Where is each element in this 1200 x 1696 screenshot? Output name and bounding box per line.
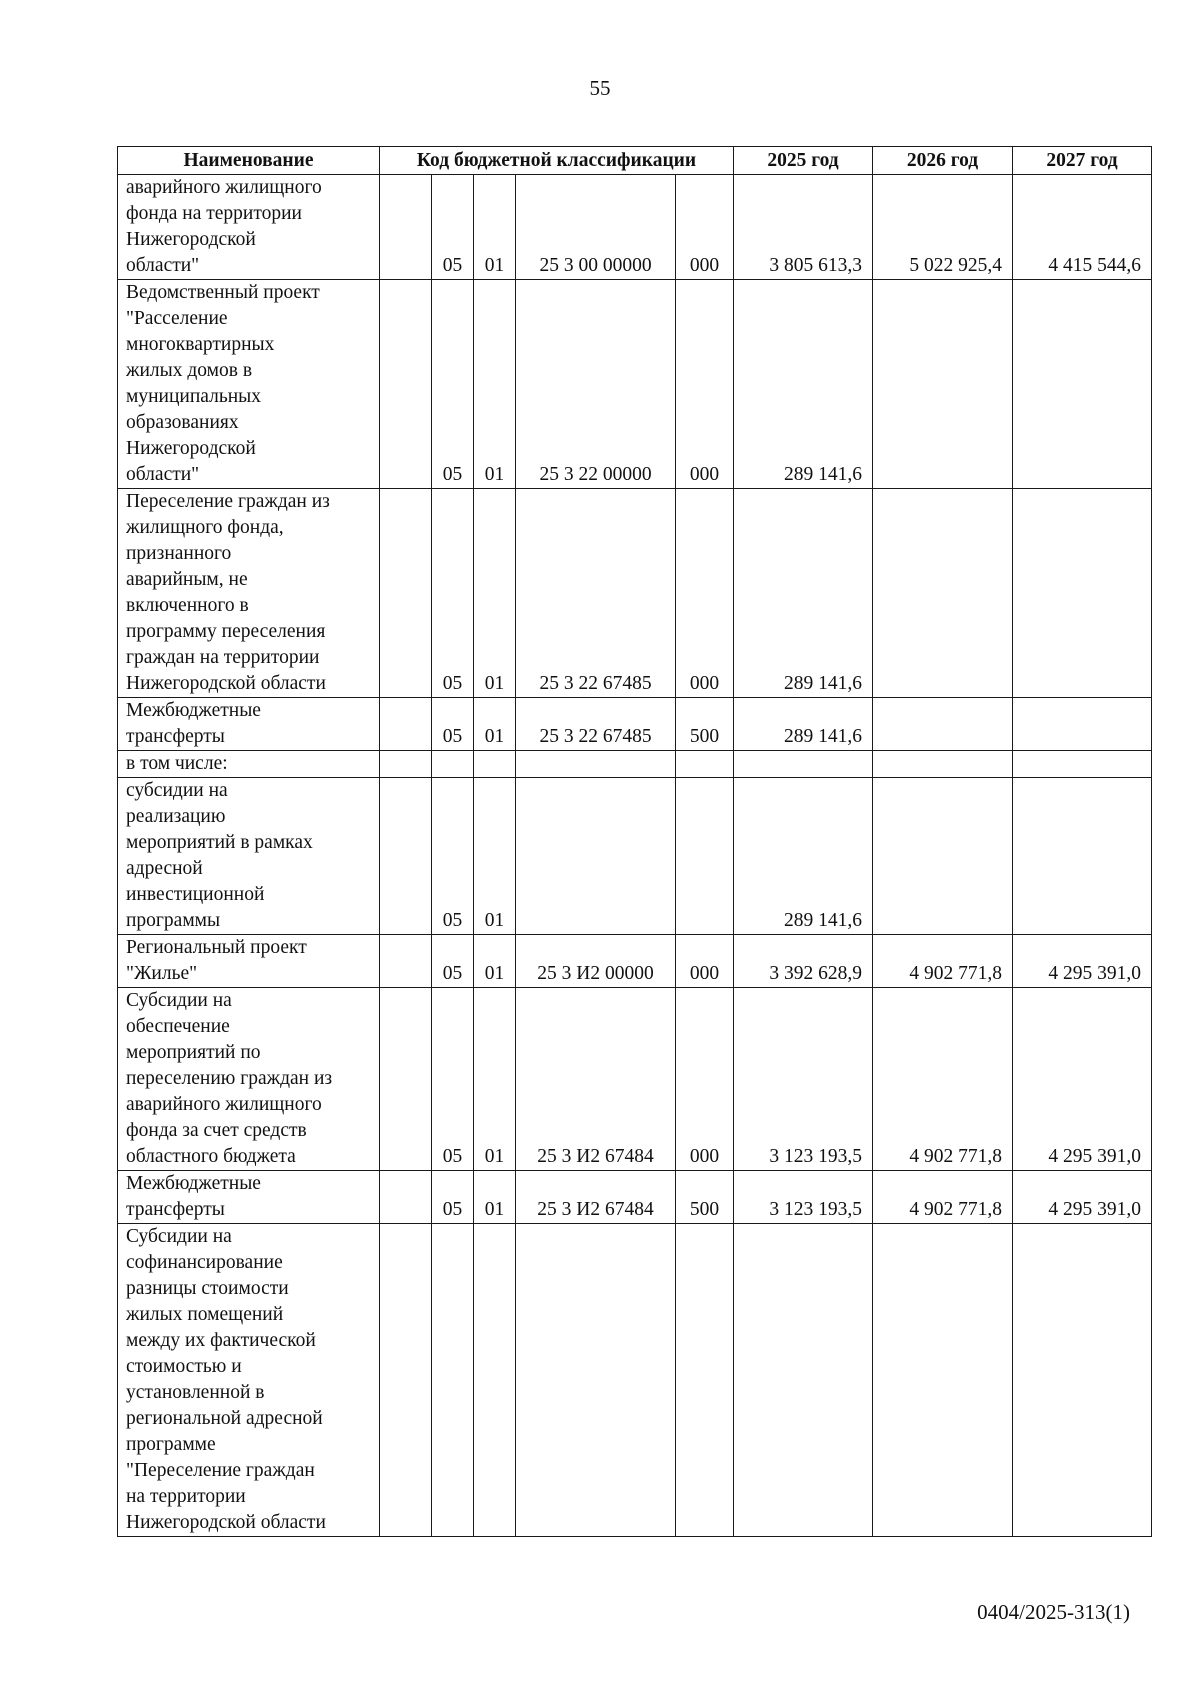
cell-expense-type: 000 [676,280,734,489]
cell-target-article: 25 3 И2 67484 [516,988,676,1171]
document-code: 0404/2025-313(1) [977,1600,1130,1624]
cell-name [118,698,380,751]
row-label: субсидии на реализацию мероприятий в рамках адресной инвестиционной программы [126,780,313,931]
cell-2027 [1013,280,1152,489]
cell-code-part [380,988,432,1171]
cell-section: 05 [432,935,474,988]
cell-2025: 3 805 613,3 [734,175,873,280]
budget-table [117,146,1152,1537]
cell-code-part [380,280,432,489]
header-2027: 2027 год [1013,147,1152,175]
cell-target-article [516,1224,676,1537]
cell-name [118,489,380,698]
cell-2026: 4 902 771,8 [873,988,1013,1171]
cell-2026 [873,489,1013,698]
cell-section [432,751,474,778]
cell-2026 [873,698,1013,751]
cell-2027 [1013,778,1152,935]
cell-target-article: 25 3 22 67485 [516,698,676,751]
cell-expense-type: 000 [676,935,734,988]
cell-section: 05 [432,1171,474,1224]
row-label: Межбюджетные трансферты [126,700,261,747]
row-label: Региональный проект "Жилье" [126,937,307,984]
row-label: Ведомственный проект "Расселение многоквартирных жилых домов в муниципальных образованиях Нижегородской области" [126,282,320,485]
cell-code-part [380,778,432,935]
cell-section: 05 [432,698,474,751]
cell-subsection: 01 [474,698,516,751]
cell-subsection [474,1224,516,1537]
cell-2026: 5 022 925,4 [873,175,1013,280]
table-row [118,280,1152,489]
cell-2025: 289 141,6 [734,778,873,935]
cell-section: 05 [432,489,474,698]
cell-code-part [380,1224,432,1537]
table-row [118,778,1152,935]
cell-code-part [380,935,432,988]
cell-expense-type: 000 [676,489,734,698]
cell-name [118,935,380,988]
cell-expense-type [676,778,734,935]
cell-expense-type: 500 [676,1171,734,1224]
cell-2025: 289 141,6 [734,280,873,489]
table-body [118,175,1152,1537]
cell-section [432,1224,474,1537]
table-row [118,935,1152,988]
row-label: Субсидии на обеспечение мероприятий по переселению граждан из аварийного жилищного фонда за счет средств областного бюджета [126,990,333,1167]
page-number: 55 [589,76,611,100]
cell-section: 05 [432,280,474,489]
cell-2025 [734,751,873,778]
cell-subsection [474,751,516,778]
cell-2027: 4 295 391,0 [1013,1171,1152,1224]
cell-2025: 3 392 628,9 [734,935,873,988]
cell-target-article: 25 3 И2 67484 [516,1171,676,1224]
row-label: Межбюджетные трансферты [126,1173,261,1220]
cell-2027: 4 415 544,6 [1013,175,1152,280]
cell-subsection: 01 [474,280,516,489]
table-header-row [118,147,1152,175]
cell-section: 05 [432,778,474,935]
cell-target-article: 25 3 00 00000 [516,175,676,280]
row-label: Субсидии на софинансирование разницы стоимости жилых помещений между их фактической стоимостью и установленной в региональной адресной программе "Переселение граждан на территории Нижегородской области [126,1226,326,1533]
row-label: Переселение граждан из жилищного фонда, признанного аварийным, не включенного в программу переселения граждан на территории Нижегородской области [126,491,330,694]
cell-section: 05 [432,988,474,1171]
cell-name [118,280,380,489]
cell-target-article: 25 3 22 00000 [516,280,676,489]
cell-code-part [380,751,432,778]
cell-2027 [1013,489,1152,698]
table-row [118,489,1152,698]
cell-section: 05 [432,175,474,280]
cell-expense-type [676,1224,734,1537]
cell-subsection: 01 [474,1171,516,1224]
cell-name [118,1171,380,1224]
cell-2027 [1013,698,1152,751]
table-row [118,698,1152,751]
cell-subsection: 01 [474,778,516,935]
cell-2027: 4 295 391,0 [1013,988,1152,1171]
cell-code-part [380,175,432,280]
cell-subsection: 01 [474,988,516,1171]
cell-name [118,751,380,778]
cell-2026 [873,778,1013,935]
header-2025: 2025 год [734,147,873,175]
cell-2026 [873,280,1013,489]
cell-subsection: 01 [474,489,516,698]
cell-name [118,175,380,280]
cell-2026: 4 902 771,8 [873,1171,1013,1224]
cell-code-part [380,489,432,698]
cell-expense-type: 000 [676,175,734,280]
table-row [118,1224,1152,1537]
header-2026: 2026 год [873,147,1013,175]
cell-target-article: 25 3 И2 00000 [516,935,676,988]
table-row [118,175,1152,280]
cell-2026: 4 902 771,8 [873,935,1013,988]
cell-expense-type [676,751,734,778]
table-row [118,1171,1152,1224]
cell-target-article [516,778,676,935]
cell-2026 [873,1224,1013,1537]
table-row [118,751,1152,778]
cell-subsection: 01 [474,935,516,988]
cell-2027: 4 295 391,0 [1013,935,1152,988]
cell-2025: 3 123 193,5 [734,988,873,1171]
cell-name [118,988,380,1171]
cell-target-article [516,751,676,778]
cell-2025: 3 123 193,5 [734,1171,873,1224]
cell-target-article: 25 3 22 67485 [516,489,676,698]
cell-code-part [380,698,432,751]
cell-expense-type: 500 [676,698,734,751]
cell-2025 [734,1224,873,1537]
cell-name [118,1224,380,1537]
cell-subsection: 01 [474,175,516,280]
cell-2027 [1013,751,1152,778]
cell-name [118,778,380,935]
cell-2025: 289 141,6 [734,698,873,751]
row-label: аварийного жилищного фонда на территории Нижегородской области" [126,177,322,276]
cell-expense-type: 000 [676,988,734,1171]
cell-2025: 289 141,6 [734,489,873,698]
cell-code-part [380,1171,432,1224]
table-row [118,988,1152,1171]
header-budget-code: Код бюджетной классификации [380,147,734,175]
header-name: Наименование [118,147,380,175]
cell-2027 [1013,1224,1152,1537]
cell-2026 [873,751,1013,778]
row-label: в том числе: [126,753,228,774]
